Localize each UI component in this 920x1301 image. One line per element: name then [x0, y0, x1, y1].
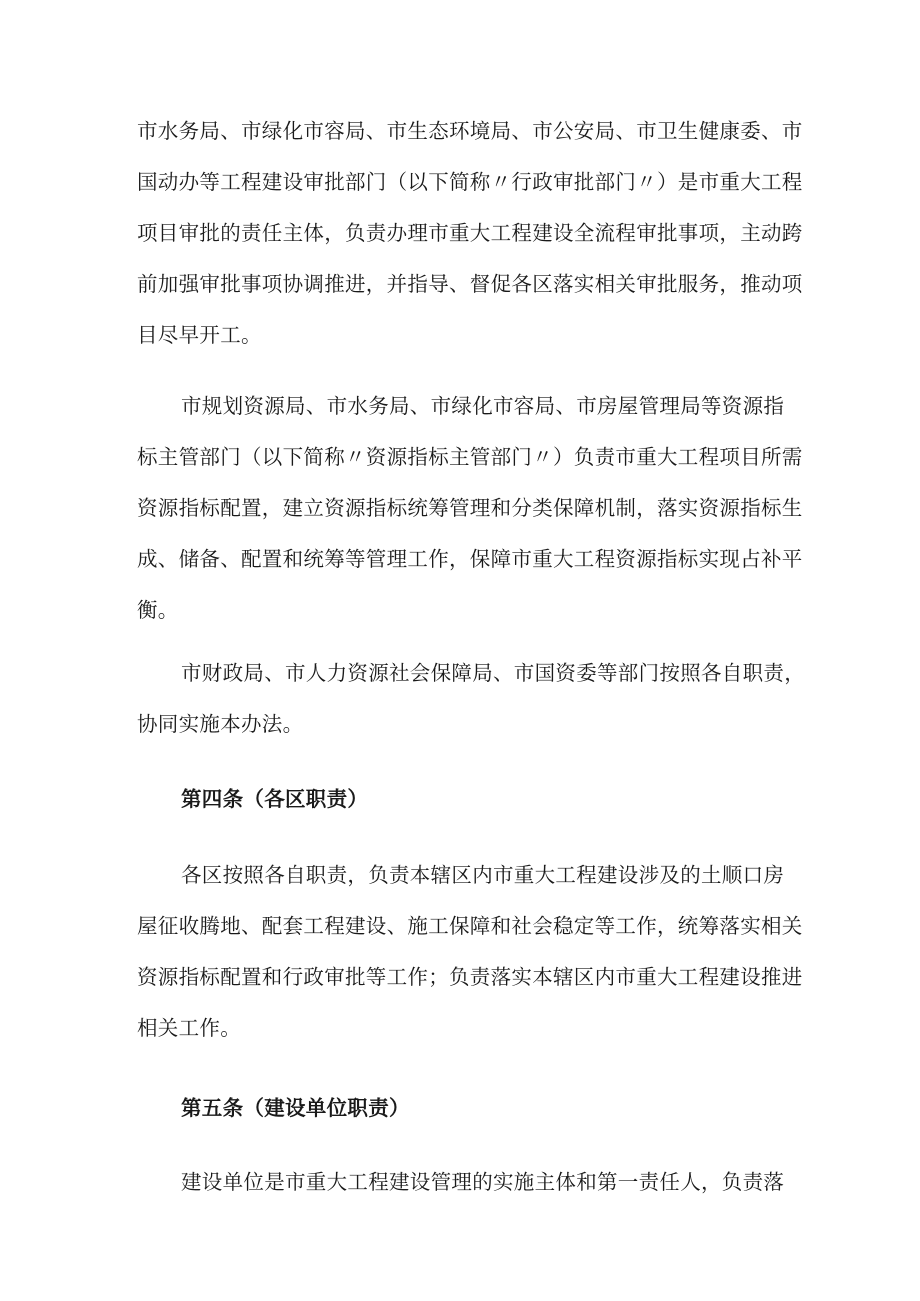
paragraph-district-duties: [137, 850, 803, 1054]
paragraph-developer-duties: [137, 1157, 787, 1208]
text-line: 资源指标配置和行政审批等工作；负责落实本辖区内市重大工程建设推进: [137, 965, 803, 989]
text-line: 资源指标配置，建立资源指标统筹管理和分类保障机制，落实资源指标生: [137, 496, 803, 520]
text-line: 各区按照各自职责，负责本辖区内市重大工程建设涉及的土顺口房: [181, 863, 785, 887]
text-line: 成、储备、配置和统筹等管理工作，保障市重大工程资源指标实现占补平: [137, 547, 803, 571]
text-line: 市规划资源局、市水务局、市绿化市容局、市房屋管理局等资源指: [181, 394, 785, 418]
paragraph-other-departments: [137, 648, 805, 750]
text-line: 标主管部门（以下简称〃资源指标主管部门〃）负责市重大工程项目所需: [137, 445, 803, 469]
paragraph-admin-approval: [137, 106, 803, 361]
text-line: 市水务局、市绿化市容局、市生态环境局、市公安局、市卫生健康委、市: [137, 119, 803, 143]
text-line: 衡。: [137, 598, 179, 622]
text-line: 市财政局、市人力资源社会保障局、市国资委等部门按照各自职责，: [181, 661, 805, 685]
text-line: 协同实施本办法。: [137, 712, 304, 736]
text-line: 目尽早开工。: [137, 323, 262, 347]
text-line: 屋征收腾地、配套工程建设、施工保障和社会稳定等工作，统筹落实相关: [137, 914, 803, 938]
text-line: 国动办等工程建设审批部门（以下简称〃行政审批部门〃）是市重大工程: [137, 170, 803, 194]
text-line: 项目审批的责任主体，负责办理市重大工程建设全流程审批事项，主动跨: [137, 221, 803, 245]
text-line: 相关工作。: [137, 1016, 241, 1040]
text-line: 前加强审批事项协调推进，并指导、督促各区落实相关审批服务，推动项: [137, 272, 803, 296]
text-line: 建设单位是市重大工程建设管理的实施主体和第一责任人，负责落: [181, 1170, 785, 1194]
paragraph-resource-indicators: [137, 381, 803, 636]
article-5-heading: 第五条（建设单位职责）: [181, 1096, 410, 1120]
article-4-heading: 第四条（各区职责）: [181, 787, 369, 811]
